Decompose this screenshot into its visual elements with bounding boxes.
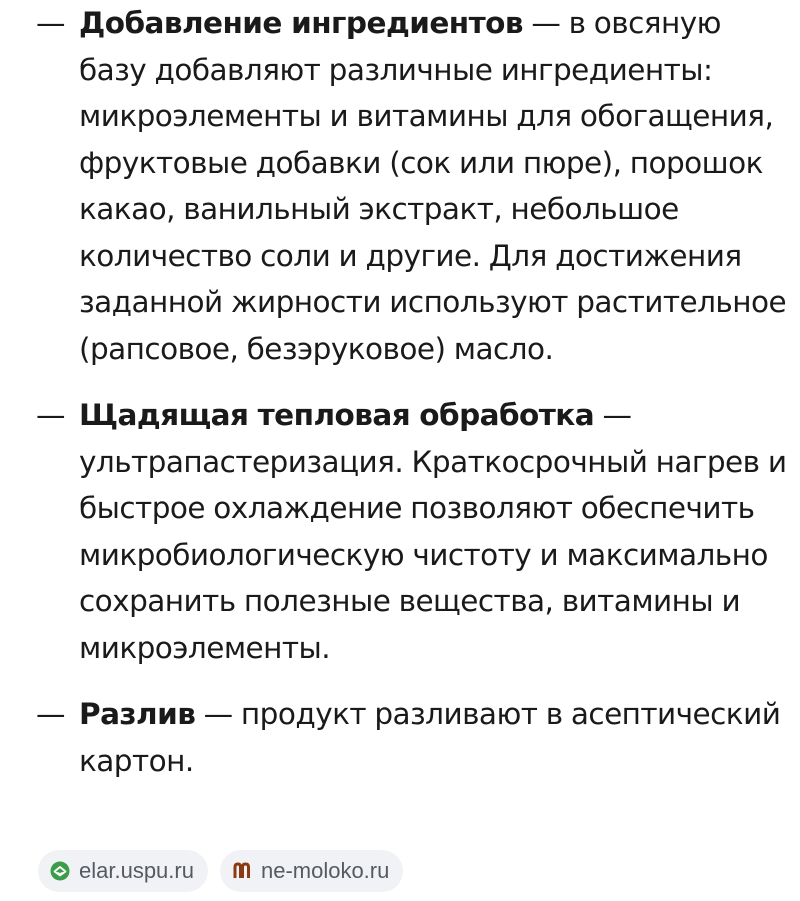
item-text: — в овсяную базу добавляют различные ингредиенты: микроэлементы и витамины для обогащения, фруктовые добавки (сок или пюре), порошок какао, ванильный экстракт, небольшое количество соли и другие. Для достижения заданной жирности используют растительное (рапсовое, безэруковое) масло. (79, 6, 787, 366)
item-text: — продукт разливают в асептический картон. (79, 697, 781, 778)
list-item (0, 691, 800, 784)
item-title: Разлив (79, 697, 196, 731)
list-item (0, 392, 800, 671)
list-dash: — (36, 6, 65, 40)
item-title: Щадящая тепловая обработка (79, 398, 595, 432)
source-chip-elar-uspu[interactable] (38, 850, 208, 892)
source-chips (38, 850, 403, 892)
list-dash: — (36, 697, 65, 731)
source-chip-label: ne-moloko.ru (260, 858, 390, 883)
item-text: — ультрапастеризация. Краткосрочный нагрев и быстрое охлаждение позволяют обеспечить микробиологическую чистоту и максимально сохранить полезные вещества, витамины и микроэлементы. (79, 398, 787, 665)
source-chip-ne-moloko[interactable] (220, 850, 403, 892)
uspu-logo-icon (50, 861, 70, 881)
item-title: Добавление ингредиентов (79, 6, 524, 40)
list-dash: — (36, 398, 65, 432)
ne-moloko-logo-icon (232, 861, 252, 881)
list-item (0, 0, 800, 372)
source-chip-label: elar.uspu.ru (79, 858, 194, 883)
